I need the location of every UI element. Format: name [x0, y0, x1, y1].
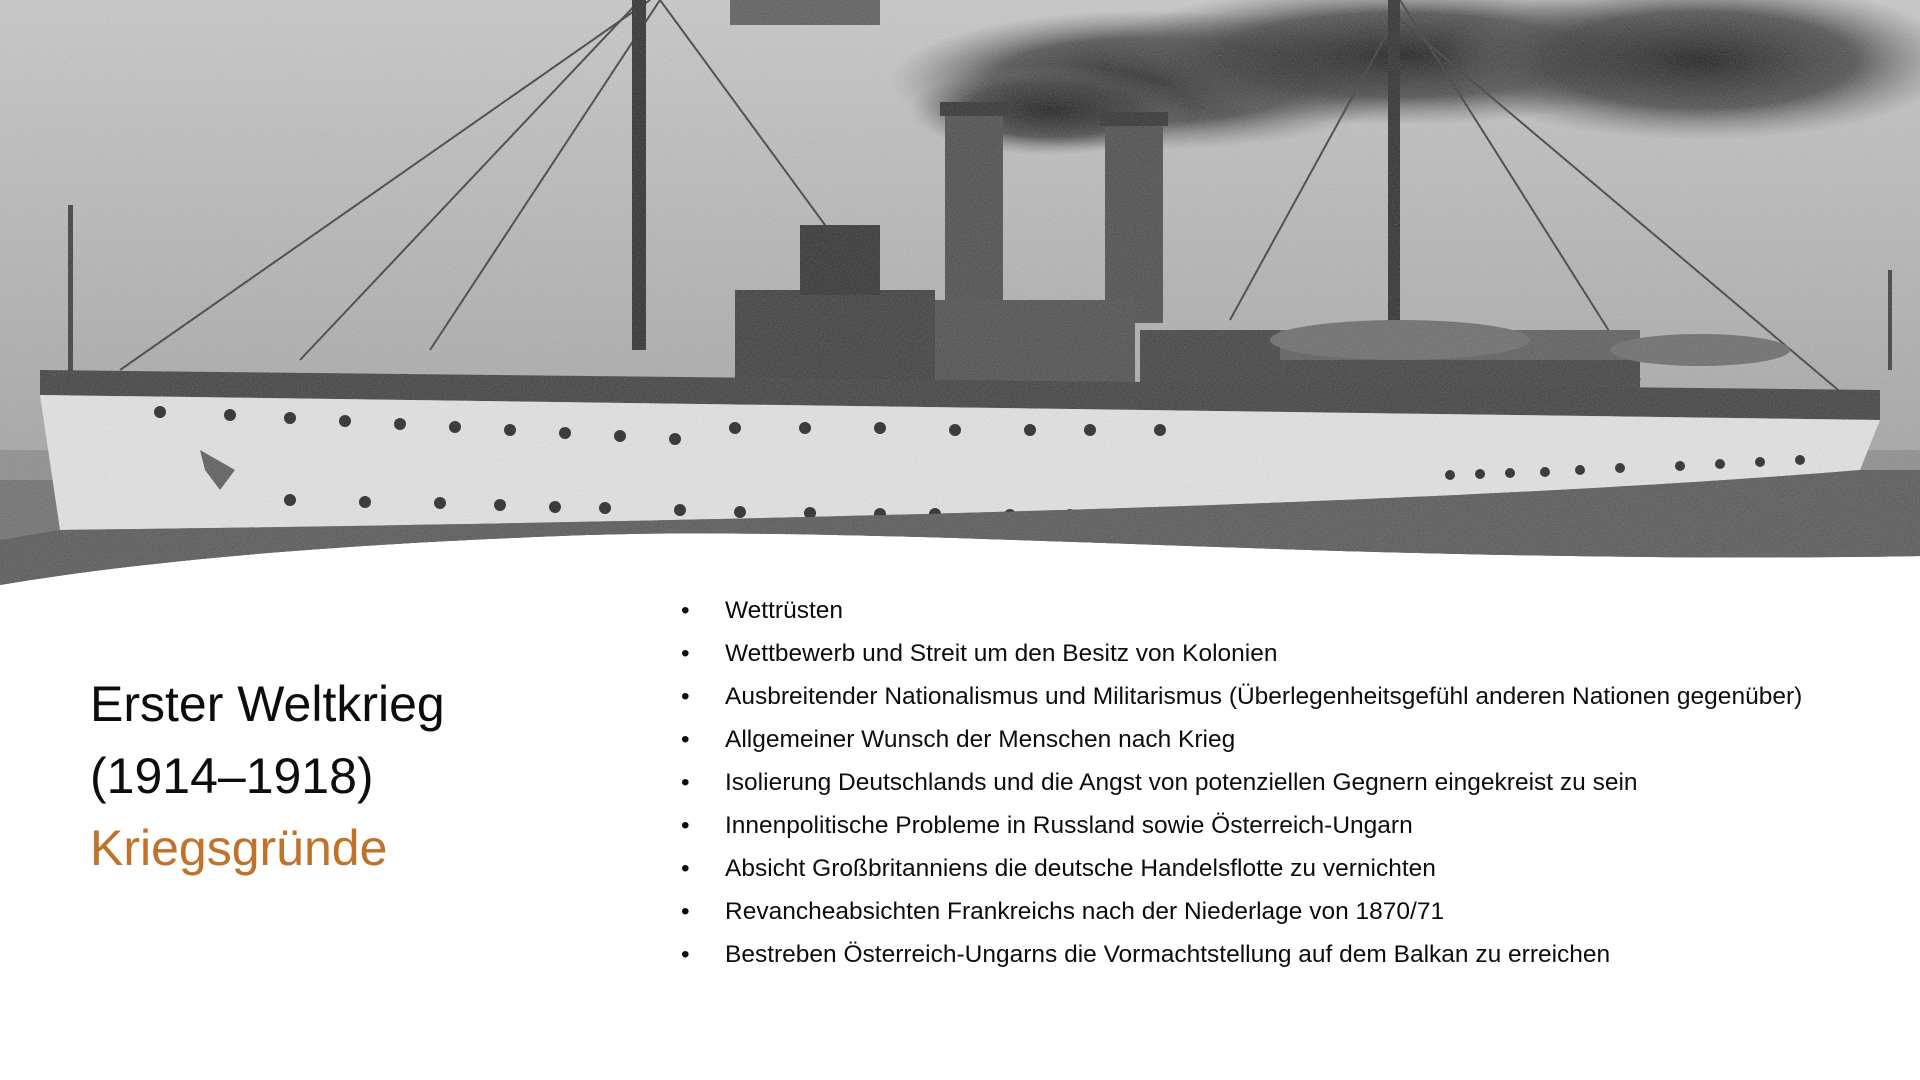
- bullet-text: Absicht Großbritanniens die deutsche Handelsflotte zu vernichten: [725, 855, 1436, 882]
- reasons-bullet-list: [676, 596, 1826, 983]
- bullet-text: Ausbreitender Nationalismus und Militarismus (Überlegenheitsgefühl anderen Nationen gegenüber): [725, 683, 1803, 710]
- bullet-item: [676, 854, 1826, 884]
- bullet-dot: •: [681, 597, 690, 624]
- slide-title-line1: Erster Weltkrieg: [90, 676, 445, 732]
- bullet-dot: •: [681, 769, 690, 796]
- bullet-dot: •: [681, 812, 690, 839]
- bullet-text: Bestreben Österreich-Ungarns die Vormachtstellung auf dem Balkan zu erreichen: [725, 941, 1611, 968]
- bullet-item: [676, 768, 1826, 798]
- bullet-dot: •: [681, 683, 690, 710]
- title-block: [90, 668, 650, 884]
- bullet-item: [676, 639, 1826, 669]
- bullet-item: [676, 682, 1826, 712]
- bullet-item: [676, 940, 1826, 970]
- slide-subtitle: Kriegsgründe: [90, 820, 388, 876]
- bullet-dot: •: [681, 941, 690, 968]
- bullet-text: Revancheabsichten Frankreichs nach der Niederlage von 1870/71: [725, 898, 1445, 925]
- bullet-item: [676, 596, 1826, 626]
- bullet-item: [676, 811, 1826, 841]
- bullet-dot: •: [681, 726, 690, 753]
- bullet-dot: •: [681, 855, 690, 882]
- bullet-text: Isolierung Deutschlands und die Angst von potenziellen Gegnern eingekreist zu sein: [725, 769, 1638, 796]
- bullet-text: Allgemeiner Wunsch der Menschen nach Krieg: [725, 726, 1236, 753]
- bullet-text: Innenpolitische Probleme in Russland sowie Österreich-Ungarn: [725, 812, 1413, 839]
- bullet-text: Wettbewerb und Streit um den Besitz von Kolonien: [725, 640, 1278, 667]
- bullet-item: [676, 897, 1826, 927]
- bullet-text: Wettrüsten: [725, 597, 844, 624]
- bullet-dot: •: [681, 640, 690, 667]
- bullet-item: [676, 725, 1826, 755]
- bullet-dot: •: [681, 898, 690, 925]
- slide-title-line2: (1914–1918): [90, 748, 374, 804]
